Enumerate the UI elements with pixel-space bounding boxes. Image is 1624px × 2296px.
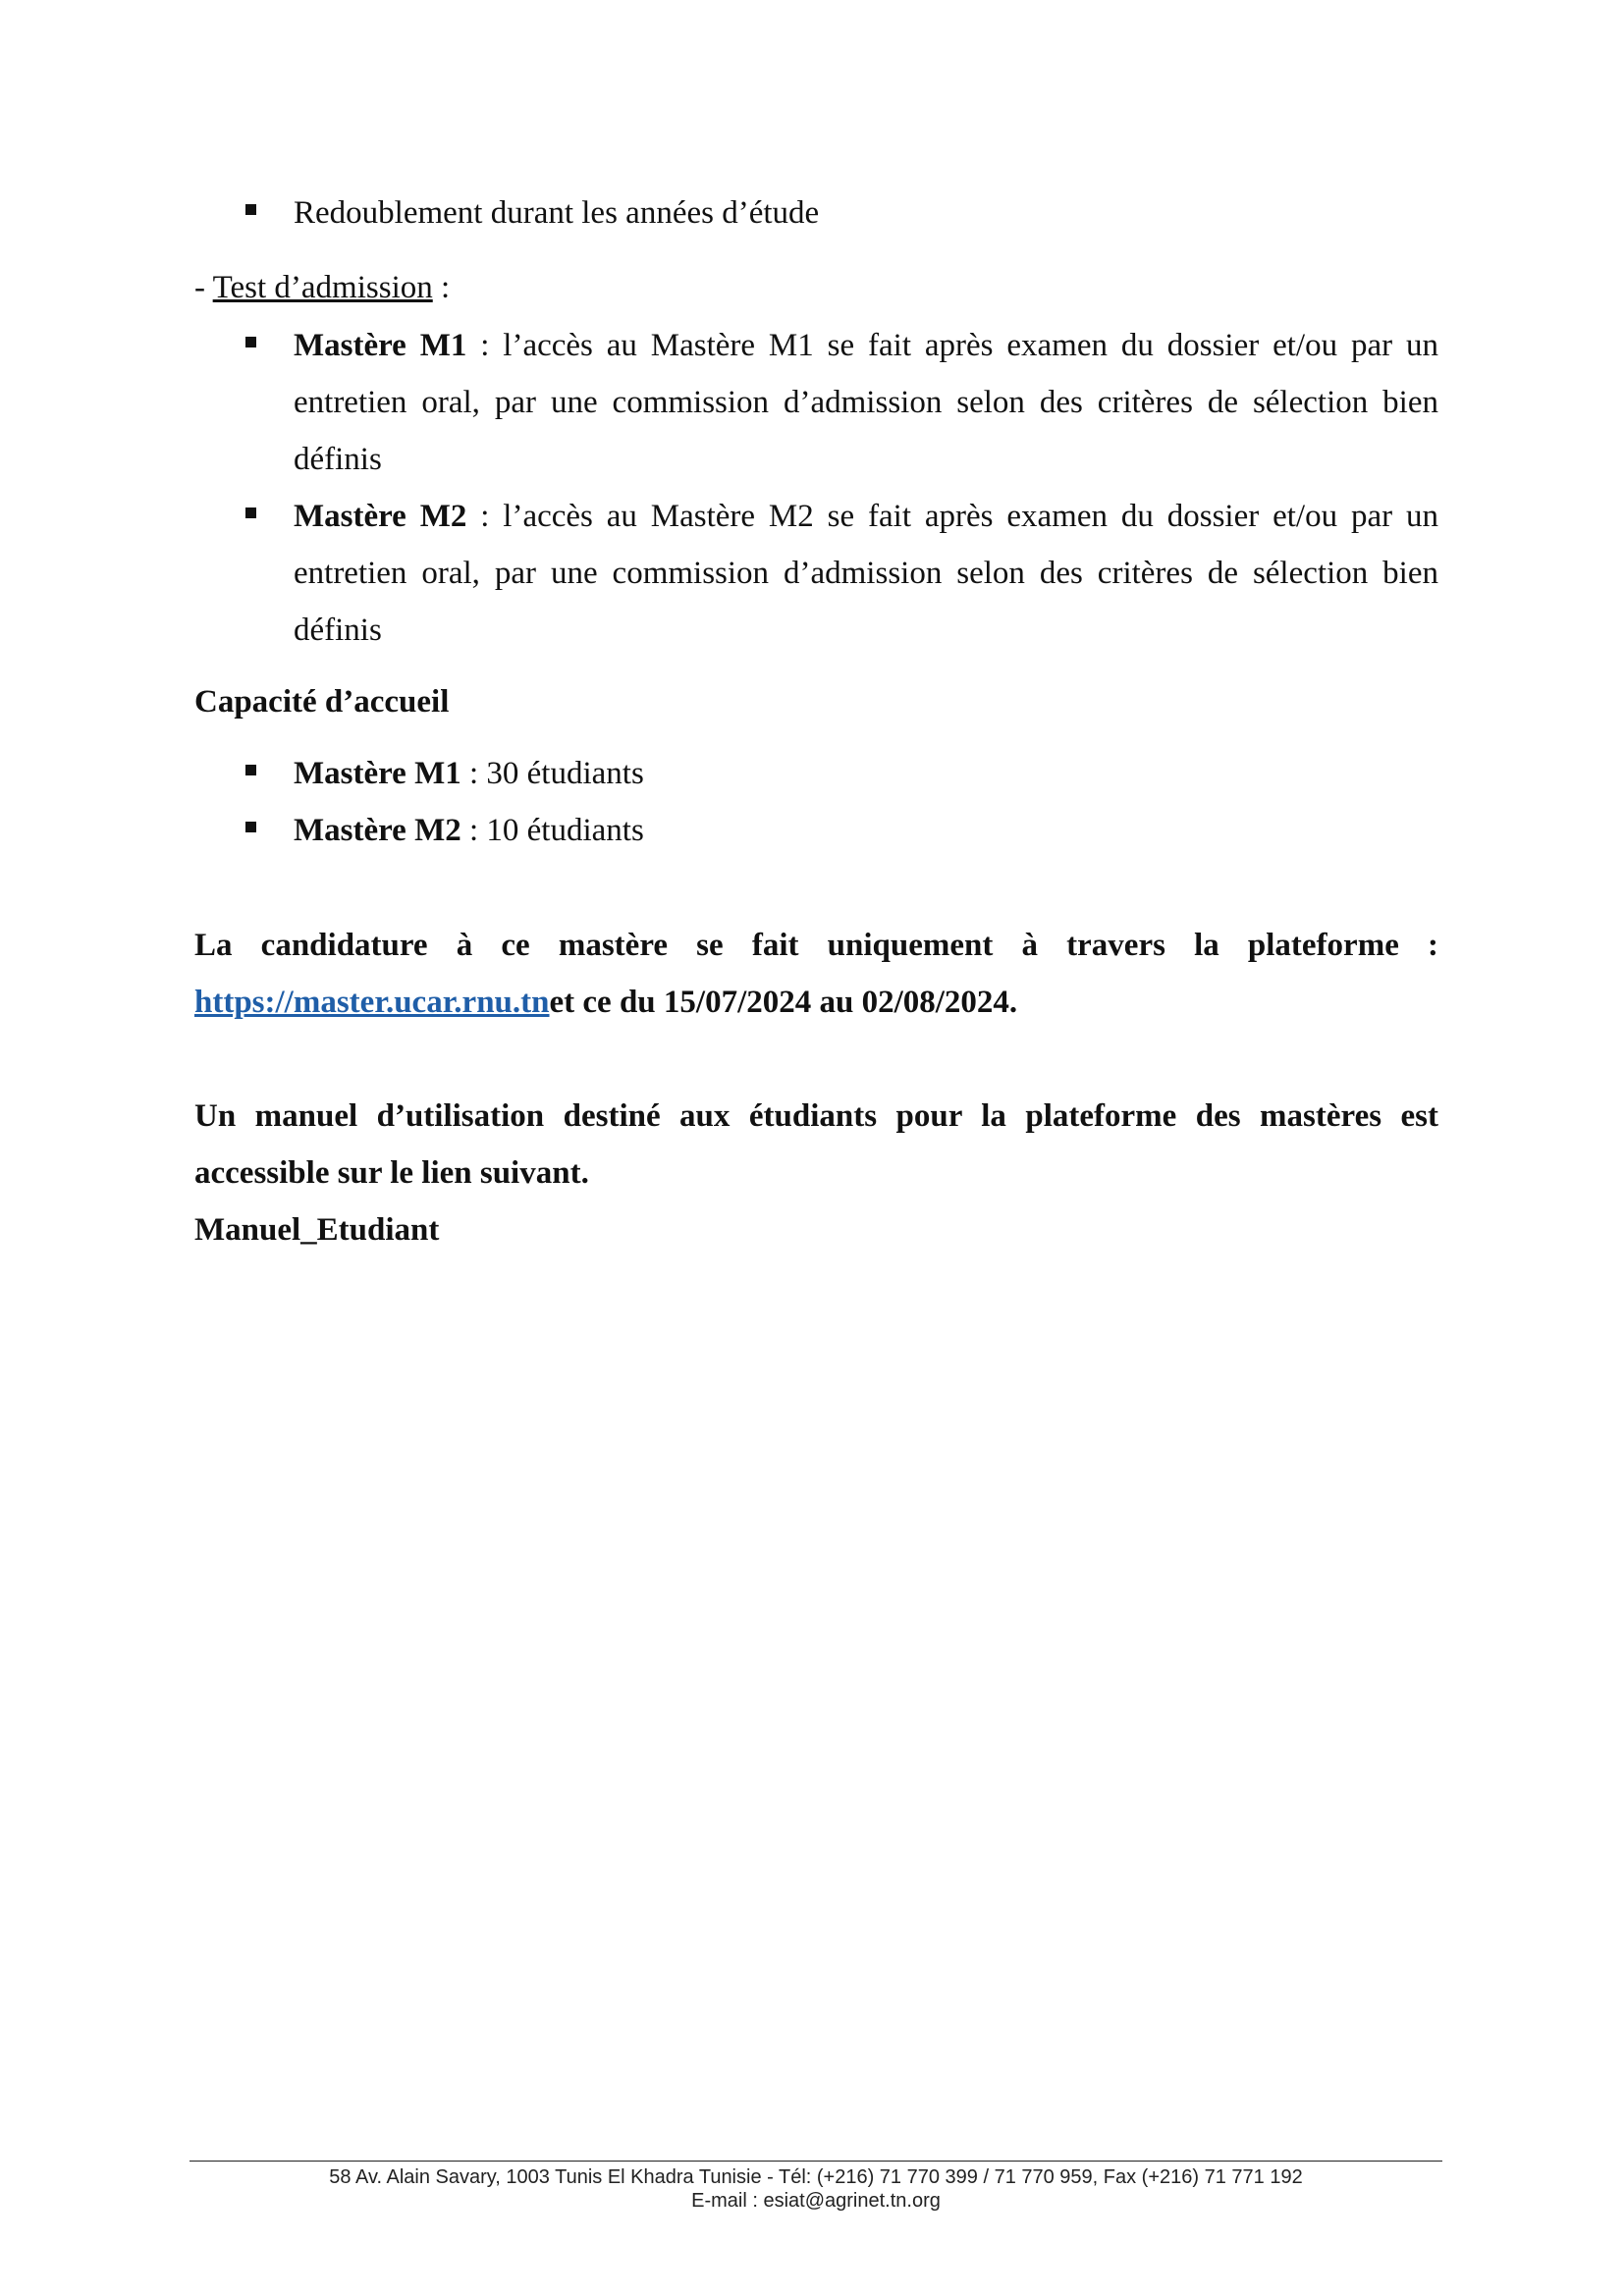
candidature-dates: et ce du 15/07/2024 au 02/08/2024. (549, 985, 1018, 1020)
m2-title: Mastère M2 (294, 499, 467, 534)
capacite-heading: Capacité d’accueil (194, 684, 450, 720)
list-item-capacite-m2 (245, 802, 1438, 859)
manuel-link[interactable]: Manuel_Etudiant (194, 1212, 440, 1248)
m1-title: Mastère M1 (294, 328, 467, 363)
m1-line3: définis (294, 442, 382, 477)
square-bullet-icon (245, 204, 256, 215)
list-item-text: Redoublement durant les années d’étude (294, 195, 820, 231)
list-item (245, 185, 1438, 241)
m2-line1 (294, 488, 1438, 545)
dash-prefix: - (194, 270, 213, 305)
list-item-text (294, 488, 1438, 659)
capacite-m1-value: : 30 étudiants (460, 756, 644, 791)
candidature-paragraph (194, 917, 1438, 1031)
square-bullet-icon (245, 765, 256, 775)
list-item-text (294, 317, 1438, 488)
test-admission-label: Test d’admission (212, 270, 433, 305)
footer-email: E-mail : esiat@agrinet.tn.org (691, 2190, 941, 2212)
manuel-line1: Un manuel d’utilisation destiné aux étudiants pour la plateforme des mastères est (194, 1098, 1438, 1134)
m2-line1-text: : l’accès au Mastère M2 se fait après examen du dossier et/ou par un (466, 499, 1438, 534)
capacite-m1-title: Mastère M1 (294, 756, 461, 791)
m1-line1-text: : l’accès au Mastère M1 se fait après examen du dossier et/ou par un (466, 328, 1438, 363)
candidature-line1: La candidature à ce mastère se fait uniquement à travers la plateforme : (194, 928, 1438, 963)
footer-divider (189, 2161, 1442, 2162)
capacite-m2-title: Mastère M2 (294, 813, 461, 848)
m1-line2: entretien oral, par une commission d’admission selon des critères de sélection bien (294, 385, 1438, 420)
list-item-m1 (245, 317, 1438, 488)
manuel-line2: accessible sur le lien suivant. (194, 1155, 589, 1191)
footer-address: 58 Av. Alain Savary, 1003 Tunis El Khadra Tunisie - Tél: (+216) 71 770 399 / 71 770 959, Fax (+216) 71 771 192 (329, 2166, 1303, 2188)
candidature-line2 (194, 974, 1438, 1031)
test-admission-heading (194, 259, 1438, 316)
capacite-m2-value: : 10 étudiants (460, 813, 644, 848)
square-bullet-icon (245, 507, 256, 518)
list-item-text (294, 745, 1438, 802)
list-item-m2 (245, 488, 1438, 659)
m2-line2: entretien oral, par une commission d’admission selon des critères de sélection bien (294, 556, 1438, 591)
platform-link[interactable]: https://master.ucar.rnu.tn (194, 985, 550, 1020)
manuel-paragraph (194, 1088, 1438, 1258)
m2-line3: définis (294, 613, 382, 648)
list-item-text (294, 802, 1438, 859)
m1-line1 (294, 317, 1438, 374)
square-bullet-icon (245, 822, 256, 832)
list-item-capacite-m1 (245, 745, 1438, 802)
colon-suffix: : (432, 270, 451, 305)
square-bullet-icon (245, 337, 256, 347)
